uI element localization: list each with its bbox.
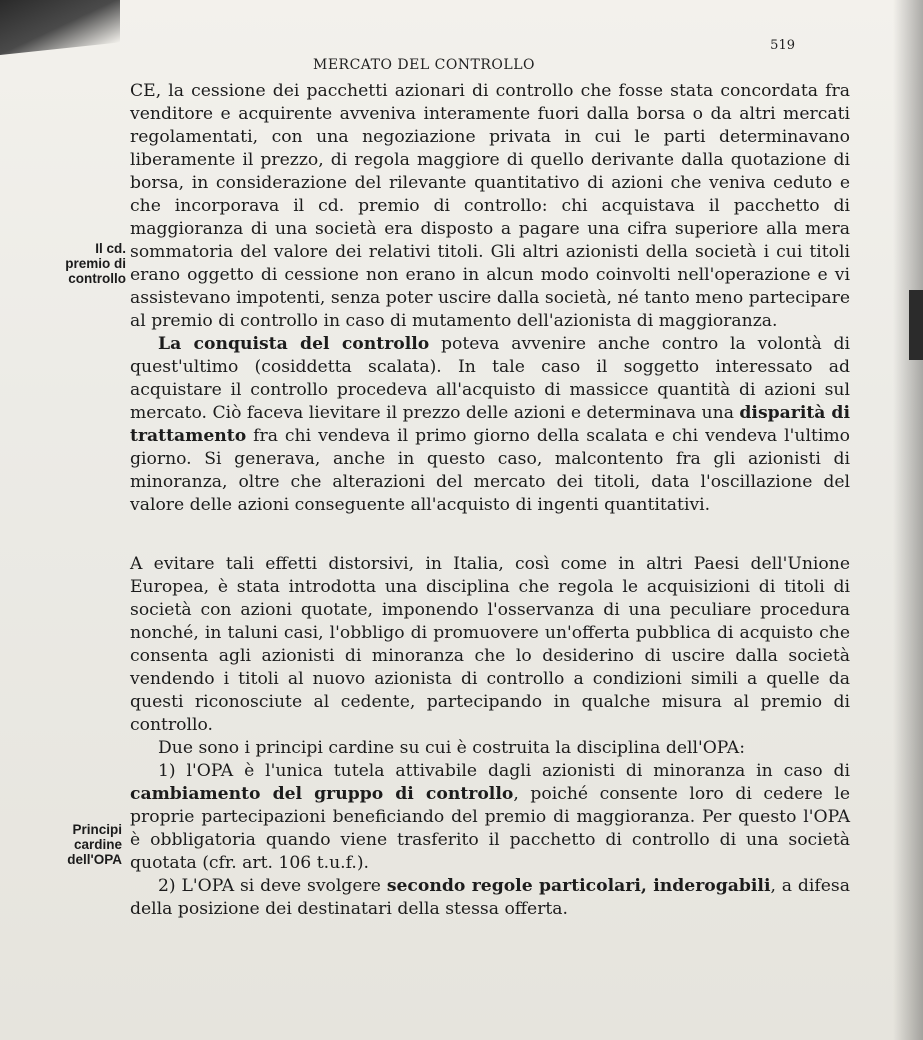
body-text [130,80,850,921]
paragraph-1: CE, la cessione dei pacchetti azionari di controllo che fosse stata concordata fra venditore e acquirente avveniva interamente fuori dalla borsa o da altri mercati regolamentati, con una negoziazione privata in cui le parti determinavano liberamente il prezzo, di regola maggiore di quello derivante dalla quotazione di borsa, in considerazione del rilevante quantitativo di azioni che veniva ceduto e che incorporava il cd. premio di controllo: chi acquistava il pacchetto di maggioranza di una società era disposto a pagare una cifra superiore alla mera sommatoria del valore dei relativi titoli. Gli altri azionisti della società i cui titoli erano oggetto di cessione non erano in alcun modo coinvolti nell'operazione e vi assistevano impotenti, senza poter uscire dalla società, né tanto meno partecipare al premio di controllo in caso di mutamento dell'azionista di maggioranza. [130,81,850,331]
bold-term: cambiamento del gruppo di controllo [130,784,514,804]
running-head: MERCATO DEL CONTROLLO [313,57,535,73]
bold-term: secondo regole particolari, inderogabili [386,876,771,896]
paragraph-5 [130,760,850,875]
page-number: 519 [770,38,795,53]
sidenote-line: Principi [72,822,122,837]
paragraph-text: , a difesa della posizione dei destinatari della stessa offerta. [130,876,850,919]
sidenote-line: premio di [65,256,126,271]
sidenote-line: Il cd. [95,241,126,256]
sidenote-principi-cardine [0,822,122,867]
bold-term: disparità di trattamento [130,403,850,446]
paragraph-text: fra chi vendeva il primo giorno della scalata e chi vendeva l'ultimo giorno. Si generava, anche in questo caso, malcontento fra gli azionisti di minoranza, oltre che alterazioni del mercato dei titoli, data l'oscillazione del valore delle azioni conseguente all'acquisto di ingenti quantitativi. [130,426,850,515]
page-shadow-right [893,0,923,1040]
sidenote-line: dell'OPA [67,852,122,867]
sidenote-premio-di-controllo [16,241,126,286]
binding-clip [909,290,923,360]
paragraph-text: poteva avvenire anche contro la volontà di quest'ultimo (cosiddetta scalata). In tale caso il soggetto interessato ad acquistare il controllo procedeva all'acquisto di massicce quantità di azioni sul mercato. Ciò faceva lievitare il prezzo delle azioni e determinava una [130,334,850,423]
paragraph-text: 1) l'OPA è l'unica tutela attivabile dagli azionisti di minoranza in caso di [158,761,850,781]
paragraph-text: , poiché consente loro di cedere le proprie partecipazioni beneficiando del premio di maggioranza. Per questo l'OPA è obbligatoria quando viene trasferito il pacchetto di controllo di una società quotata (cfr. art. 106 t.u.f.). [130,784,850,873]
bold-term: La conquista del controllo [158,334,430,354]
paragraph-gap [130,517,850,553]
paragraph-4: Due sono i principi cardine su cui è costruita la disciplina dell'OPA: [158,738,746,758]
page-shadow-top-left [0,0,120,55]
sidenote-line: controllo [68,271,126,286]
paragraph-6 [130,875,850,921]
paragraph-text: 2) L'OPA si deve svolgere [158,876,387,896]
paragraph-3: A evitare tali effetti distorsivi, in Italia, così come in altri Paesi dell'Unione Europea, è stata introdotta una disciplina che regola le acquisizioni di titoli di società con azioni quotate, imponendo l'osservanza di una peculiare procedura nonché, in taluni casi, l'obbligo di promuovere un'offerta pubblica di acquisto che consenta agli azionisti di minoranza che lo desiderino di uscire dalla società vendendo i titoli al nuovo azionista di controllo a condizioni simili a quelle da questi riconosciute al cedente, partecipando in qualche misura al premio di controllo. [130,554,850,735]
paragraph-2 [130,333,850,517]
sidenote-line: cardine [73,837,122,852]
